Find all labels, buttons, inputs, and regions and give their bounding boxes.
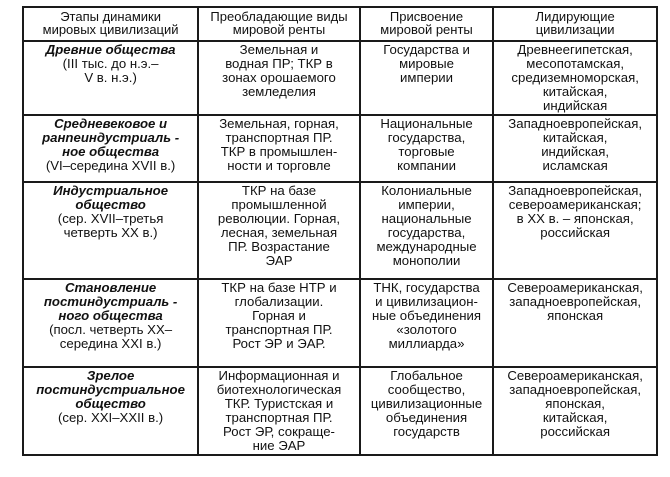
rent-cell: ТКР на базе НТР и глобализации. Горная и транспортная ПР. Рост ЭР и ЭАР. [198,279,360,367]
rent-cell: Земельная и водная ПР; ТКР в зонах орошаемого земледелия [198,41,360,115]
leaders-cell: Западноевропейская, китайская, индийская, исламская [493,115,657,182]
era-period: (сер. XVII–третья четверть XX в.) [57,211,164,240]
leaders-cell: Североамериканская, западноевропейская, японская, китайская, российская [493,367,657,455]
appropriation-cell: ТНК, государства и цивилизацион- ные объединения «золотого миллиарда» [360,279,493,367]
era-title: Индустриальное общество [53,183,169,212]
era-period: (VI–середина XVII в.) [45,158,176,173]
era-cell [23,367,198,455]
appropriation-cell: Национальные государства, торговые компании [360,115,493,182]
era-cell [23,279,198,367]
rent-cell: Земельная, горная, транспортная ПР. ТКР в промышлен- ности и торговле [198,115,360,182]
table-row [23,115,657,182]
header-row [23,7,657,41]
leaders-cell: Североамериканская, западноевропейская, японская [493,279,657,367]
appropriation-cell: Государства и мировые империи [360,41,493,115]
rent-cell: Информационная и биотехнологическая ТКР. Туристская и транспортная ПР. Рост ЭР, сокраще- ние ЭАР [198,367,360,455]
appropriation-cell: Глобальное сообщество, цивилизационные объединения государств [360,367,493,455]
era-period: (посл. четверть XX– середина XXI в.) [49,322,173,351]
table-row [23,367,657,455]
era-cell [23,182,198,279]
rent-cell: ТКР на базе промышленной революции. Горная, лесная, земельная ПР. Возрастание ЭАР [198,182,360,279]
era-period: (III тыс. до н.э.– V в. н.э.) [62,56,159,85]
era-title: Становление постиндустриаль - ного общества [43,280,178,323]
era-title: Зрелое постиндустриальное общество [36,368,185,411]
era-title: Древние общества [45,42,176,57]
era-cell [23,41,198,115]
table-row [23,279,657,367]
header-rent-types: Преобладающие виды мировой ренты [198,7,360,41]
era-cell [23,115,198,182]
appropriation-cell: Колониальные империи, национальные государства, международные монополии [360,182,493,279]
header-leading-civilizations: Лидирующие цивилизации [493,7,657,41]
civilizations-table [22,6,658,456]
table-row [23,182,657,279]
leaders-cell: Западноевропейская, североамериканская; в XX в. – японская, российская [493,182,657,279]
header-rent-appropriation: Присвоение мировой ренты [360,7,493,41]
header-stages: Этапы динамики мировых цивилизаций [23,7,198,41]
era-period: (сер. XXI–XXII в.) [57,410,164,425]
leaders-cell: Древнеегипетская, месопотамская, средиземноморская, китайская, индийская [493,41,657,115]
table-row [23,41,657,115]
era-title: Средневековое и ранneиндустриаль - ное общества [42,116,180,159]
